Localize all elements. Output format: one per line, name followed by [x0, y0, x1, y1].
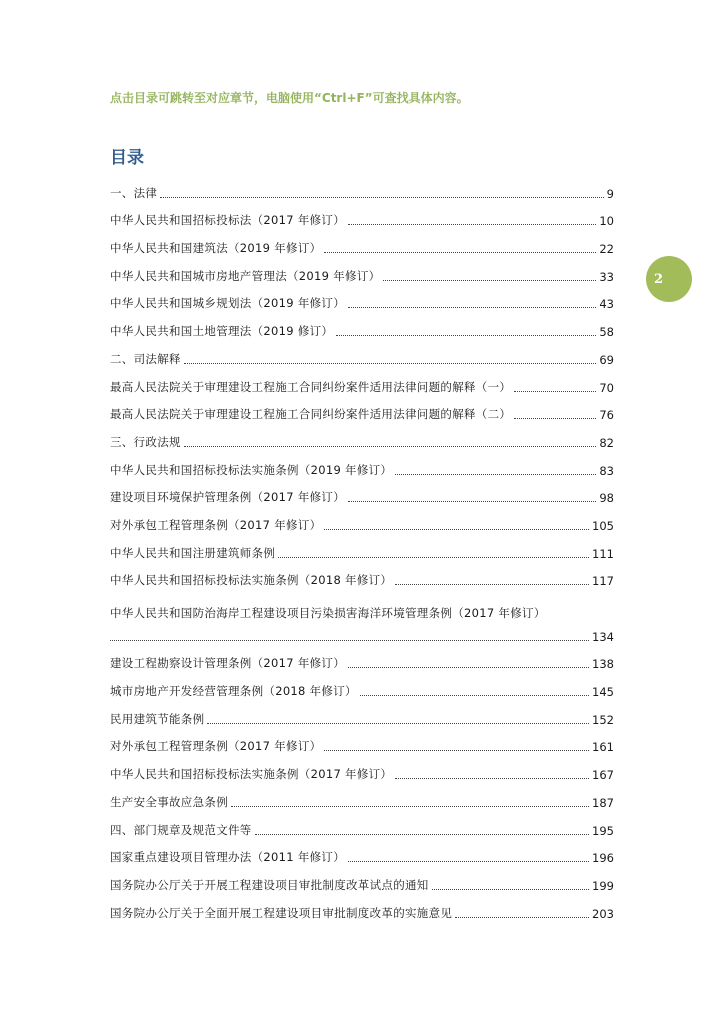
toc-entry-6[interactable]: [110, 311, 614, 339]
toc-dot-leader: [207, 723, 589, 724]
toc-entry-14[interactable]: [110, 533, 614, 561]
toc-entry-label: 国务院办公厅关于全面开展工程建设项目审批制度改革的实施意见: [110, 905, 453, 920]
toc-entry-page: 98: [599, 491, 614, 506]
toc-entry-label: 四、部门规章及规范文件等: [110, 822, 252, 837]
toc-entry-label: 三、行政法规: [110, 434, 181, 449]
toc-entry-7[interactable]: [110, 339, 614, 367]
toc-entry-label: 中华人民共和国招标投标法（2017 年修订）: [110, 213, 346, 228]
toc-dot-leader: [348, 224, 596, 225]
toc-entry-25[interactable]: [110, 865, 614, 893]
toc-entry-13[interactable]: [110, 505, 614, 533]
toc-dot-leader: [184, 363, 597, 364]
toc-dot-leader: [383, 280, 596, 281]
toc-entry-label: 建设工程勘察设计管理条例（2017 年修订）: [110, 656, 346, 671]
toc-dot-leader: [514, 418, 596, 419]
toc-dot-leader: [110, 640, 589, 641]
toc-entry-label: 中华人民共和国注册建筑师条例: [110, 545, 276, 560]
toc-entry-label: 中华人民共和国土地管理法（2019 修订）: [110, 324, 334, 339]
toc-entry-label: 生产安全事故应急条例: [110, 794, 228, 809]
toc-entry-label: 城市房地产开发经营管理条例（2018 年修订）: [110, 684, 357, 699]
toc-entry-26[interactable]: [110, 893, 614, 921]
toc-dot-leader: [514, 391, 596, 392]
toc-entry-8[interactable]: [110, 367, 614, 395]
table-of-contents: [110, 173, 614, 921]
toc-entry-page: 145: [592, 685, 614, 700]
toc-entry-label: 中华人民共和国招标投标法实施条例（2018 年修订）: [110, 573, 393, 588]
toc-dot-leader: [255, 834, 589, 835]
toc-entry-page: 70: [599, 380, 614, 395]
toc-entry-10[interactable]: [110, 422, 614, 450]
toc-dot-leader: [184, 446, 597, 447]
toc-dot-leader: [336, 335, 596, 336]
toc-entry-page: 9: [606, 186, 614, 201]
toc-entry-page: 43: [599, 297, 614, 312]
toc-entry-19[interactable]: [110, 699, 614, 727]
toc-entry-label: 中华人民共和国城市房地产管理法（2019 年修订）: [110, 268, 381, 283]
toc-entry-page: 69: [599, 352, 614, 367]
navigation-hint: 点击目录可跳转至对应章节，电脑使用“Ctrl+F”可查找具体内容。: [110, 91, 469, 105]
toc-entry-11[interactable]: [110, 450, 614, 478]
toc-entry-page: 152: [592, 712, 614, 727]
toc-entry-page: 138: [592, 657, 614, 672]
toc-dot-leader: [160, 197, 603, 198]
toc-entry-page: 76: [599, 408, 614, 423]
toc-dot-leader: [360, 695, 589, 696]
toc-entry-label: 对外承包工程管理条例（2017 年修订）: [110, 517, 322, 532]
toc-entry-5[interactable]: [110, 284, 614, 312]
toc-entry-page: 199: [592, 878, 614, 893]
toc-entry-continuation: [110, 630, 614, 644]
toc-entry-label: 中华人民共和国防治海岸工程建设项目污染损害海洋环境管理条例（2017 年修订）: [110, 605, 546, 620]
toc-entry-page: 187: [592, 795, 614, 810]
toc-entry-page: 117: [592, 574, 614, 589]
toc-entry-page: 105: [592, 518, 614, 533]
toc-entry-page: 58: [599, 325, 614, 340]
toc-entry-12[interactable]: [110, 478, 614, 506]
toc-entry-page: 134: [592, 629, 614, 644]
toc-entry-label: 一、法律: [110, 185, 158, 200]
toc-entry-label: 二、司法解释: [110, 351, 181, 366]
toc-entry-page: 83: [599, 463, 614, 478]
toc-dot-leader: [348, 501, 596, 502]
toc-dot-leader: [348, 307, 596, 308]
toc-dot-leader: [324, 252, 596, 253]
toc-entry-20[interactable]: [110, 727, 614, 755]
toc-entry-page: 195: [592, 823, 614, 838]
toc-entry-label: 中华人民共和国招标投标法实施条例（2017 年修订）: [110, 767, 393, 782]
toc-entry-22[interactable]: [110, 782, 614, 810]
toc-dot-leader: [231, 806, 589, 807]
toc-entry-23[interactable]: [110, 810, 614, 838]
toc-dot-leader: [348, 667, 589, 668]
toc-entry-18[interactable]: [110, 671, 614, 699]
toc-dot-leader: [324, 750, 589, 751]
toc-entry-1[interactable]: [110, 173, 614, 201]
toc-entry-2[interactable]: [110, 201, 614, 229]
toc-dot-leader: [395, 584, 589, 585]
toc-entry-page: 196: [592, 851, 614, 866]
toc-entry-label: 中华人民共和国招标投标法实施条例（2019 年修订）: [110, 462, 393, 477]
toc-entry-16[interactable]: [110, 588, 614, 643]
toc-dot-leader: [278, 557, 589, 558]
toc-entry-label: 中华人民共和国建筑法（2019 年修订）: [110, 241, 322, 256]
toc-entry-label: 最高人民法院关于审理建设工程施工合同纠纷案件适用法律问题的解释（二）: [110, 407, 512, 422]
toc-entry-page: 111: [592, 546, 614, 561]
toc-dot-leader: [324, 529, 589, 530]
toc-entry-page: 33: [599, 269, 614, 284]
toc-dot-leader: [395, 474, 596, 475]
toc-entry-page: 161: [592, 740, 614, 755]
toc-entry-label: 对外承包工程管理条例（2017 年修订）: [110, 739, 322, 754]
page-number-badge: 2: [646, 256, 692, 302]
toc-entry-4[interactable]: [110, 256, 614, 284]
toc-entry-15[interactable]: [110, 561, 614, 589]
toc-entry-label: 民用建筑节能条例: [110, 711, 205, 726]
toc-entry-page: 82: [599, 435, 614, 450]
toc-entry-label: 国务院办公厅关于开展工程建设项目审批制度改革试点的通知: [110, 877, 429, 892]
toc-entry-page: 203: [592, 906, 614, 921]
toc-dot-leader: [348, 861, 589, 862]
toc-title: 目录: [110, 148, 144, 168]
toc-entry-3[interactable]: [110, 228, 614, 256]
toc-entry-label: 中华人民共和国城乡规划法（2019 年修订）: [110, 296, 346, 311]
toc-entry-label: 最高人民法院关于审理建设工程施工合同纠纷案件适用法律问题的解释（一）: [110, 379, 512, 394]
toc-entry-page: 10: [599, 214, 614, 229]
toc-dot-leader: [455, 917, 589, 918]
toc-entry-17[interactable]: [110, 644, 614, 672]
toc-entry-label: 国家重点建设项目管理办法（2011 年修订）: [110, 850, 346, 865]
toc-entry-9[interactable]: [110, 395, 614, 423]
toc-dot-leader: [395, 778, 589, 779]
toc-dot-leader: [432, 889, 589, 890]
toc-entry-label: 建设项目环境保护管理条例（2017 年修订）: [110, 490, 346, 505]
toc-entry-page: 167: [592, 768, 614, 783]
toc-entry-21[interactable]: [110, 754, 614, 782]
toc-entry-24[interactable]: [110, 838, 614, 866]
toc-entry-page: 22: [599, 242, 614, 257]
